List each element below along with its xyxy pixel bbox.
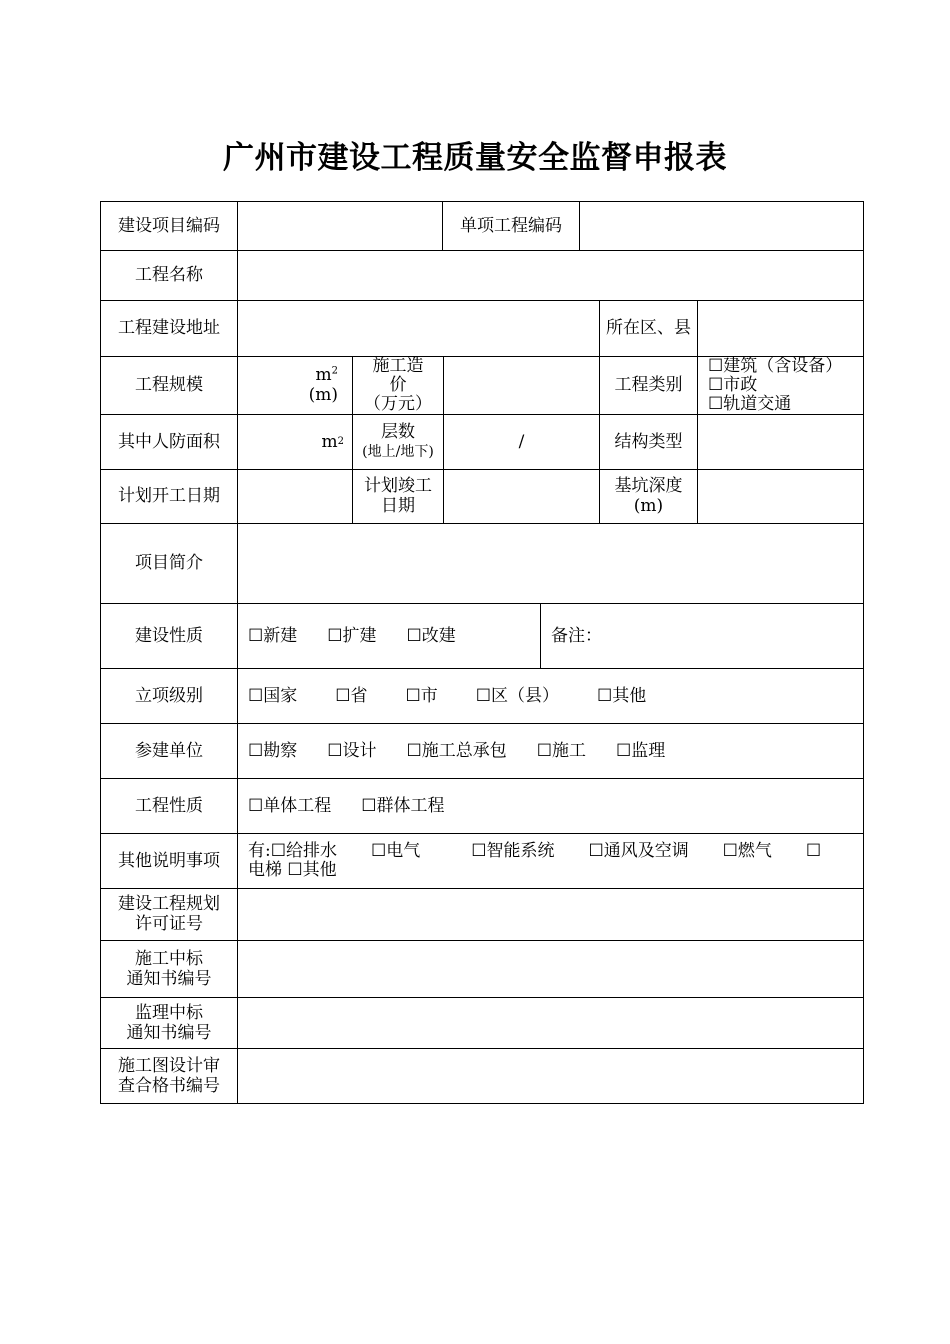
scale-input[interactable] bbox=[238, 356, 352, 414]
category-option-rail[interactable]: ☐轨道交通 bbox=[708, 393, 792, 414]
label-floors-line1: 层数 bbox=[381, 421, 415, 442]
application-form-table bbox=[100, 201, 864, 1104]
label-planning-permit-line2: 许可证号 bbox=[135, 914, 203, 934]
civil-defense-input[interactable]: m 2 bbox=[321, 431, 344, 452]
address-input[interactable] bbox=[238, 300, 599, 356]
category-option-municipal[interactable]: ☐市政 bbox=[708, 374, 758, 395]
label-civil-defense: 其中人防面积 bbox=[118, 431, 220, 452]
label-intro: 项目简介 bbox=[135, 553, 203, 573]
label-start-date: 计划开工日期 bbox=[118, 486, 220, 506]
label-supervision-bid bbox=[101, 997, 237, 1048]
label-address: 工程建设地址 bbox=[118, 318, 220, 338]
label-supervision-bid-line1: 监理中标 bbox=[135, 1002, 203, 1023]
level-option-other[interactable]: ☐其他 bbox=[597, 685, 647, 706]
project-name-input[interactable] bbox=[238, 250, 863, 300]
district-input[interactable] bbox=[698, 300, 863, 356]
label-scale: 工程规模 bbox=[135, 375, 203, 395]
label-sub-project-code: 单项工程编码 bbox=[460, 216, 562, 236]
label-cost-line1: 施工造 bbox=[372, 355, 424, 376]
label-cost-line3: （万元） bbox=[364, 393, 432, 414]
label-nature: 建设性质 bbox=[135, 625, 203, 646]
pit-depth-input[interactable] bbox=[698, 469, 863, 523]
label-project-code: 建设项目编码 bbox=[118, 216, 220, 236]
label-district: 所在区、县 bbox=[606, 318, 691, 338]
label-project-name: 工程名称 bbox=[135, 265, 203, 285]
label-units: 参建单位 bbox=[135, 740, 203, 761]
label-cost bbox=[353, 356, 443, 414]
intro-input[interactable] bbox=[238, 523, 863, 603]
label-planning-permit bbox=[101, 888, 237, 940]
label-pit-depth-line2: (m) bbox=[633, 496, 664, 516]
other-options-line1: 有:☐给排水 ☐电气 ☐智能系统 ☐通风及空调 ☐燃气 ☐ bbox=[248, 840, 822, 861]
category-option-building[interactable]: ☐建筑（含设备） bbox=[708, 355, 843, 376]
units-options bbox=[238, 723, 863, 778]
label-construction-bid bbox=[101, 940, 237, 997]
units-option-survey[interactable]: ☐勘察 bbox=[248, 740, 298, 761]
label-pit-depth bbox=[600, 469, 697, 523]
units-option-supervision[interactable]: ☐监理 bbox=[616, 740, 666, 761]
nature-option-new[interactable]: ☐新建 bbox=[248, 625, 298, 646]
label-end-date-line2: 日期 bbox=[381, 496, 415, 516]
label-end-date bbox=[353, 469, 443, 523]
label-category: 工程类别 bbox=[614, 375, 683, 395]
level-options bbox=[238, 668, 863, 723]
level-option-district[interactable]: ☐区（县） bbox=[475, 685, 559, 706]
construction-bid-input[interactable] bbox=[238, 940, 863, 997]
label-design-review-line2: 查合格书编号 bbox=[118, 1075, 220, 1096]
other-options-line2: 电梯 ☐其他 bbox=[248, 859, 337, 880]
nature-option-expand[interactable]: ☐扩建 bbox=[327, 625, 377, 646]
label-pit-depth-line1: 基坑深度 bbox=[614, 476, 683, 496]
label-level: 立项级别 bbox=[135, 685, 203, 706]
label-other: 其他说明事项 bbox=[118, 850, 220, 871]
start-date-input[interactable] bbox=[238, 469, 352, 523]
civil-unit: m bbox=[321, 431, 338, 452]
scale-unit: m bbox=[315, 365, 332, 385]
label-construction-bid-line2: 通知书编号 bbox=[126, 968, 212, 989]
scale-unit-alt: (m) bbox=[308, 385, 338, 405]
units-option-construction[interactable]: ☐施工 bbox=[536, 740, 586, 761]
label-end-date-line1: 计划竣工 bbox=[364, 476, 432, 496]
design-review-input[interactable] bbox=[238, 1048, 863, 1103]
label-cost-line2: 价 bbox=[389, 374, 407, 395]
floors-input[interactable]: / bbox=[518, 431, 525, 452]
other-options[interactable] bbox=[238, 833, 863, 888]
units-option-design[interactable]: ☐设计 bbox=[327, 740, 377, 761]
label-construction-bid-line1: 施工中标 bbox=[135, 948, 203, 969]
label-floors bbox=[353, 414, 443, 469]
label-floors-line2: (地上/地下) bbox=[362, 443, 434, 460]
units-option-general-contractor[interactable]: ☐施工总承包 bbox=[406, 740, 507, 761]
level-option-city[interactable]: ☐市 bbox=[405, 685, 438, 706]
category-options bbox=[698, 356, 863, 414]
structure-input[interactable] bbox=[698, 414, 863, 469]
cost-input[interactable] bbox=[444, 356, 599, 414]
project-nature-option-group[interactable]: ☐群体工程 bbox=[361, 795, 445, 816]
label-planning-permit-line1: 建设工程规划 bbox=[118, 894, 220, 914]
planning-permit-input[interactable] bbox=[238, 888, 863, 940]
label-design-review bbox=[101, 1048, 237, 1103]
nature-option-rebuild[interactable]: ☐改建 bbox=[406, 625, 456, 646]
project-code-input[interactable] bbox=[238, 202, 442, 250]
label-design-review-line1: 施工图设计审 bbox=[118, 1055, 220, 1076]
remark-field[interactable]: 备注： bbox=[551, 625, 602, 646]
end-date-input[interactable] bbox=[444, 469, 599, 523]
label-structure: 结构类型 bbox=[614, 431, 683, 452]
sub-project-code-input[interactable] bbox=[580, 202, 863, 250]
level-option-province[interactable]: ☐省 bbox=[335, 685, 368, 706]
form-title: 广州市建设工程质量安全监督申报表 bbox=[223, 140, 727, 176]
level-option-national[interactable]: ☐国家 bbox=[248, 685, 298, 706]
project-nature-options bbox=[238, 778, 863, 833]
nature-options bbox=[238, 603, 540, 668]
label-project-nature: 工程性质 bbox=[135, 795, 203, 816]
supervision-bid-input[interactable] bbox=[238, 997, 863, 1048]
scale-unit-sup: 2 bbox=[331, 365, 338, 377]
label-supervision-bid-line2: 通知书编号 bbox=[126, 1022, 212, 1043]
project-nature-option-single[interactable]: ☐单体工程 bbox=[248, 795, 332, 816]
